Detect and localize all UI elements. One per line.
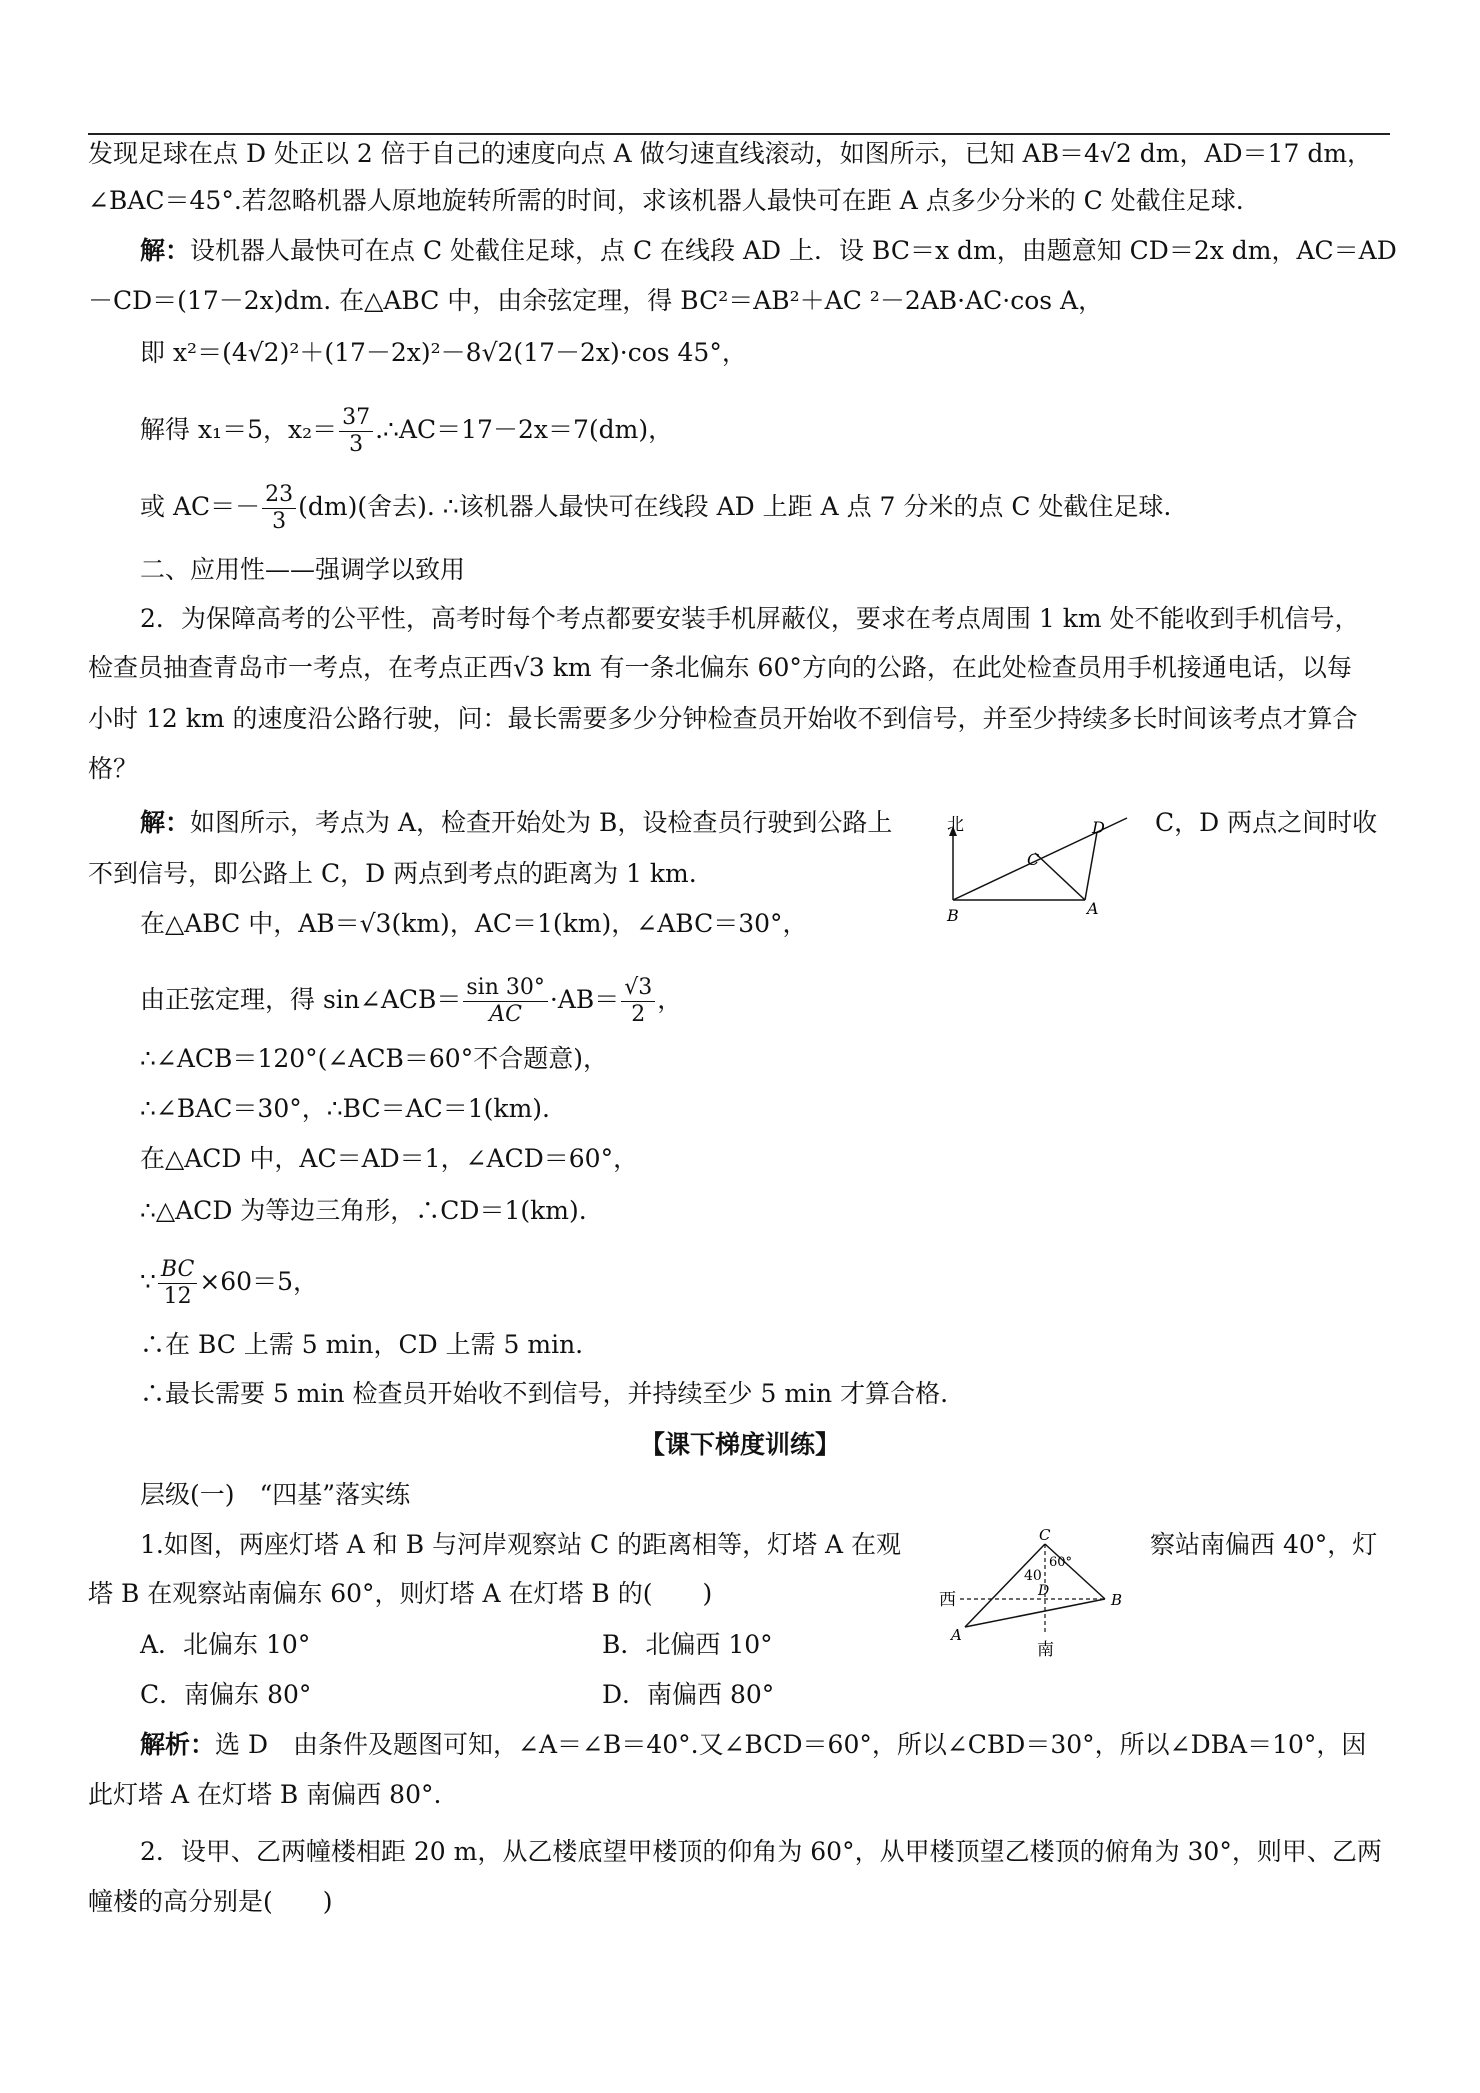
west-label: 西 xyxy=(939,1590,956,1610)
point-d-label: D xyxy=(1038,1583,1050,1599)
text-line: 此灯塔 A 在灯塔 B 南偏西 80°. xyxy=(88,1780,442,1809)
text-line: 小时 12 km 的速度沿公路行驶，问：最长需要多少分钟检查员开始收不到信号，并至少持续多长时间该考点才算合 xyxy=(88,704,1358,733)
text-span: (dm)(舍去). ∴该机器人最快可在线段 AD 上距 A 点 7 分米的点 C 处截住足球. xyxy=(298,492,1172,521)
point-d-label: D xyxy=(1092,818,1105,837)
fraction-denominator: 12 xyxy=(163,1284,192,1309)
text-span: ·AB＝ xyxy=(549,985,620,1014)
text-line: 在△ACD 中，AC＝AD＝1，∠ACD＝60°， xyxy=(140,1144,639,1173)
text-line: 层级(一) “四基”落实练 xyxy=(140,1480,411,1509)
fraction-denominator: 3 xyxy=(272,509,287,534)
point-c-label: C xyxy=(1039,1526,1051,1544)
fraction-numerator: √3 xyxy=(621,975,655,1002)
fraction-denominator: AC xyxy=(489,1002,522,1027)
solution-label: 解： xyxy=(140,236,191,265)
text-line: －CD＝(17－2x)dm. 在△ABC 中，由余弦定理，得 BC²＝AB²＋AC ²－2AB·AC·cos A， xyxy=(88,286,1104,315)
south-label: 南 xyxy=(1037,1640,1054,1657)
point-a-label: A xyxy=(1087,899,1099,918)
text-line: ∴∠ACB＝120°(∠ACB＝60°不合题意)， xyxy=(140,1044,608,1073)
text-line xyxy=(140,234,1450,268)
fraction-numerator: 37 xyxy=(339,405,373,432)
text-span: 或 AC＝－ xyxy=(140,492,261,521)
fraction xyxy=(621,975,655,1028)
text-span: 解得 x₁＝5，x₂＝ xyxy=(140,415,338,444)
text-line: ∴△ACD 为等边三角形，∴CD＝1(km). xyxy=(140,1196,587,1225)
segment-ca xyxy=(965,1544,1045,1627)
fraction xyxy=(158,1257,197,1310)
fraction-numerator: BC xyxy=(158,1257,197,1284)
text-line xyxy=(140,482,1450,535)
segment-ad xyxy=(1085,832,1097,900)
text-line xyxy=(140,405,1450,458)
text-span: 察站南偏西 40°，灯 xyxy=(1150,1530,1378,1559)
text-line xyxy=(140,1257,1450,1310)
option-b: B．北偏西 10° xyxy=(602,1630,773,1659)
text-line: 1.如图，两座灯塔 A 和 B 与河岸观察站 C 的距离相等，灯塔 A 在观 xyxy=(140,1530,902,1559)
point-b-label: B xyxy=(947,906,959,925)
option-c: C．南偏东 80° xyxy=(140,1680,312,1709)
fraction-denominator: 3 xyxy=(349,432,364,457)
option-d: D．南偏西 80° xyxy=(602,1680,775,1709)
text-span: ∵ xyxy=(140,1267,156,1296)
solution-label: 解： xyxy=(140,808,191,837)
fraction xyxy=(262,482,296,535)
fraction xyxy=(463,975,547,1028)
analysis-label: 解析： xyxy=(140,1730,216,1759)
point-b-label: B xyxy=(1111,1591,1123,1609)
point-a-label: A xyxy=(951,1626,962,1644)
text-line: 2．设甲、乙两幢楼相距 20 m，从乙楼底望甲楼顶的仰角为 60°，从甲楼顶望乙楼顶的俯角为 30°，则甲、乙两 xyxy=(140,1837,1382,1866)
text-line: 不到信号，即公路上 C，D 两点到考点的距离为 1 km. xyxy=(88,859,697,888)
fraction-numerator: sin 30° xyxy=(463,975,547,1002)
fraction-numerator: 23 xyxy=(262,482,296,509)
fraction xyxy=(339,405,373,458)
text-line: ∴∠BAC＝30°，∴BC＝AC＝1(km). xyxy=(140,1094,550,1123)
text-line: 在△ABC 中，AB＝√3(km)，AC＝1(km)，∠ABC＝30°， xyxy=(140,909,808,938)
text-line: 塔 B 在观察站南偏东 60°，则灯塔 A 在灯塔 B 的( ) xyxy=(88,1579,713,1608)
text-line: ∴最长需要 5 min 检查员开始收不到信号，并持续至少 5 min 才算合格. xyxy=(140,1379,949,1408)
top-rule xyxy=(88,133,1390,135)
angle-40-label: 40 xyxy=(1024,1568,1042,1584)
text-span: .∴AC＝17－2x＝7(dm)， xyxy=(375,415,674,444)
text-line: 发现足球在点 D 处正以 2 倍于自己的速度向点 A 做匀速直线滚动，如图所示，已知 AB＝4√2 dm，AD＝17 dm， xyxy=(88,139,1373,168)
text-line: ∠BAC＝45°.若忽略机器人原地旋转所需的时间，求该机器人最快可在距 A 点多少分米的 C 处截住足球. xyxy=(88,186,1244,215)
text-span: ×60＝5， xyxy=(199,1267,318,1296)
text-span: 设机器人最快可在点 C 处截住足球，点 C 在线段 AD 上．设 BC＝x dm，由题意知 CD＝2x dm，AC＝AD xyxy=(190,236,1397,265)
fraction-denominator: 2 xyxy=(631,1002,646,1027)
section-title: 【课下梯度训练】 xyxy=(639,1430,840,1459)
text-line: 2．为保障高考的公平性，高考时每个考点都要安装手机屏蔽仪，要求在考点周围 1 km 处不能收到手机信号， xyxy=(140,604,1360,633)
text-span: 由正弦定理，得 sin∠ACB＝ xyxy=(140,985,462,1014)
segment-ab xyxy=(965,1599,1105,1627)
text-span: C，D 两点之间时收 xyxy=(1155,808,1378,837)
text-span: 选 D 由条件及题图可知，∠A＝∠B＝40°.又∠BCD＝60°，所以∠CBD＝30°，所以∠DBA＝10°，因 xyxy=(215,1730,1367,1759)
point-c-label: C xyxy=(1027,850,1040,869)
text-line: 检查员抽查青岛市一考点，在考点正西√3 km 有一条北偏东 60°方向的公路，在此处检查员用手机接通电话，以每 xyxy=(88,653,1352,682)
text-line xyxy=(140,1728,1450,1762)
option-a: A．北偏东 10° xyxy=(140,1630,311,1659)
text-line: 即 x²＝(4√2)²＋(17－2x)²－8√2(17－2x)·cos 45°， xyxy=(140,338,747,367)
text-line xyxy=(140,806,920,840)
text-line: 幢楼的高分别是( ) xyxy=(88,1887,333,1916)
segment-cb xyxy=(1045,1544,1105,1599)
text-line xyxy=(140,975,1450,1028)
north-label: 北 xyxy=(947,815,964,835)
text-line: 格？ xyxy=(88,754,139,783)
text-line: ∴在 BC 上需 5 min，CD 上需 5 min. xyxy=(140,1330,584,1359)
text-span: 如图所示，考点为 A，检查开始处为 B，设检查员行驶到公路上 xyxy=(190,808,893,837)
angle-60-label: 60° xyxy=(1049,1555,1073,1570)
text-span: ， xyxy=(657,985,683,1014)
section-heading: 二、应用性——强调学以致用 xyxy=(140,555,466,584)
segment-ac xyxy=(1035,853,1085,900)
